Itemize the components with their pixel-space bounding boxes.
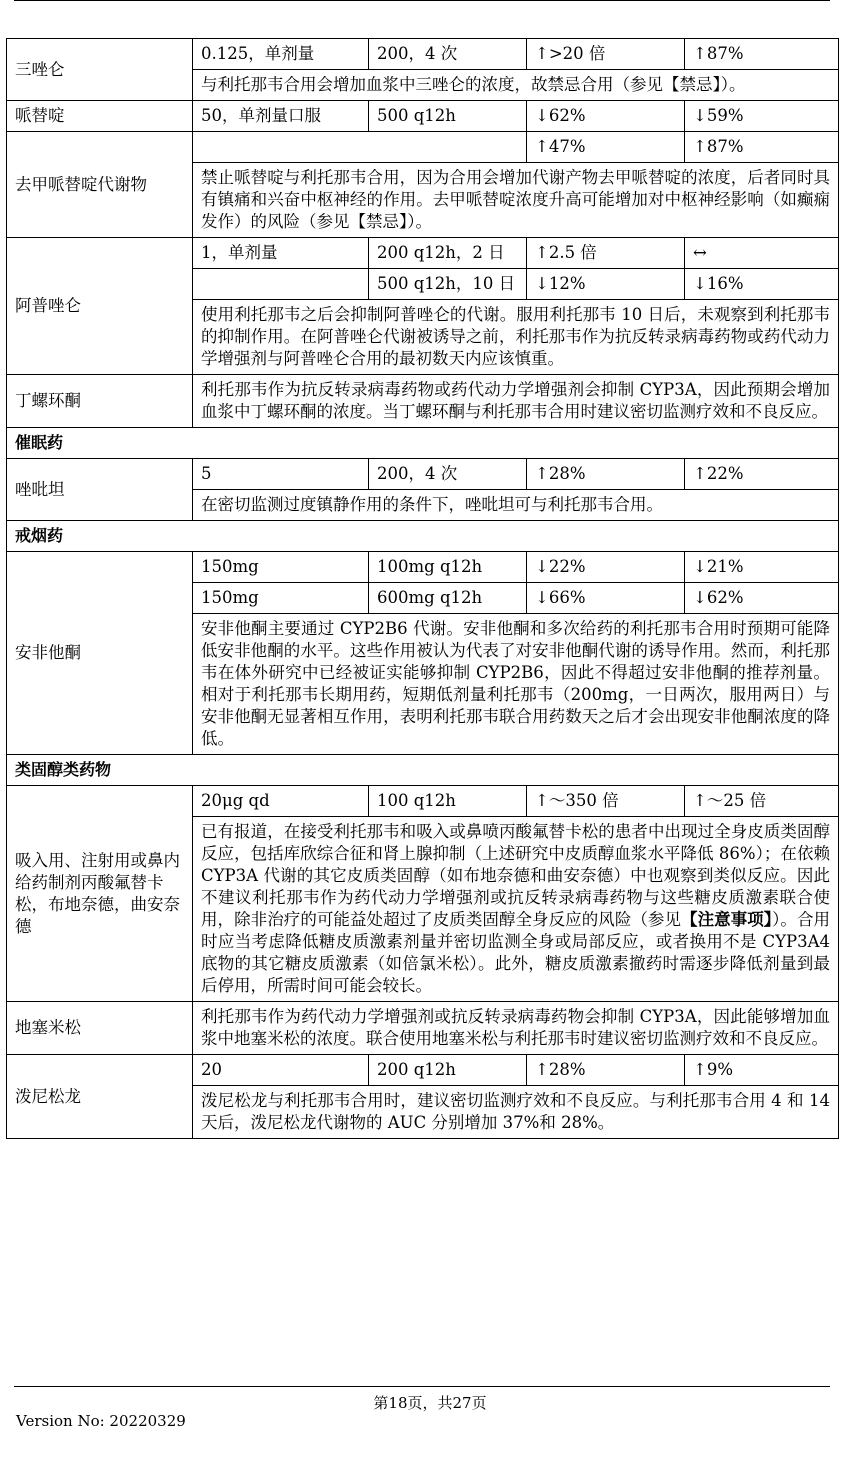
- ritonavir-dose: 100 q12h: [369, 786, 527, 817]
- drug-name: 吸入用、注射用或鼻内给药制剂丙酸氟替卡松，布地奈德，曲安奈德: [7, 786, 193, 1002]
- interaction-table: [6, 38, 839, 1139]
- note-text: ）。合用时应当考虑降低糖皮质激素剂量并密切监测全身或局部反应，或者换用不是 CYP3A4 底物的其它糖皮质激素（如倍氯米松）。此外，糖皮质激素撤药时需逐步降低剂量到最后停用，所需时间可能会较长。: [201, 910, 831, 995]
- auc-change: ↑～350 倍: [527, 786, 685, 817]
- drug-name: 丁螺环酮: [7, 375, 193, 428]
- drug-name: 哌替啶: [7, 101, 193, 132]
- footer-rule: [14, 1386, 830, 1387]
- cmax-change: ↑87%: [685, 132, 839, 163]
- header-rule: [14, 0, 830, 1]
- table-row: [7, 786, 839, 817]
- auc-change: ↑47%: [527, 132, 685, 163]
- auc-change: ↑>20 倍: [527, 39, 685, 70]
- cmax-change: ↑～25 倍: [685, 786, 839, 817]
- coadmin-dose: 1，单剂量: [193, 238, 369, 269]
- table-row: [7, 375, 839, 428]
- clinical-note: 禁止哌替啶与利托那韦合用，因为合用会增加代谢产物去甲哌替啶的浓度，后者同时具有镇痛和兴奋中枢神经的作用。去甲哌替啶浓度升高可能增加对中枢神经影响（如癫痫发作）的风险（参见【禁忌】）。: [193, 163, 839, 238]
- coadmin-dose: 150mg: [193, 552, 369, 583]
- clinical-note: 使用利托那韦之后会抑制阿普唑仑的代谢。服用利托那韦 10 日后，未观察到利托那韦的抑制作用。在阿普唑仑代谢被诱导之前，利托那韦作为抗反转录病毒药物或药代动力学增强剂与阿普唑仑合用的最初数天内应该慎重。: [193, 300, 839, 375]
- cmax-change: ↑22%: [685, 459, 839, 490]
- clinical-note: 利托那韦作为抗反转录病毒药物或药代动力学增强剂会抑制 CYP3A，因此预期会增加血浆中丁螺环酮的浓度。当丁螺环酮与利托那韦合用时建议密切监测疗效和不良反应。: [193, 375, 839, 428]
- cmax-change: ↓62%: [685, 583, 839, 614]
- clinical-note: 安非他酮主要通过 CYP2B6 代谢。安非他酮和多次给药的利托那韦合用时预期可能降低安非他酮的水平。这些作用被认为代表了对安非他酮代谢的诱导作用。然而，利托那韦在体外研究中已经被证实能够抑制 CYP2B6，因此不得超过安非他酮的推荐剂量。相对于利托那韦长期用药，短期低剂量利托那韦（200mg，一日两次，服用两日）与安非他酮无显著相互作用，表明利托那韦联合用药数天之后才会出现安非他酮浓度的降低。: [193, 614, 839, 755]
- ritonavir-dose: 500 q12h: [369, 101, 527, 132]
- category-row: [7, 428, 839, 459]
- auc-change: ↑28%: [527, 459, 685, 490]
- coadmin-dose: 50，单剂量口服: [193, 101, 369, 132]
- empty-cell: [193, 132, 527, 163]
- cmax-change: ↓16%: [685, 269, 839, 300]
- auc-change: ↓62%: [527, 101, 685, 132]
- category-heading: 戒烟药: [7, 521, 839, 552]
- ritonavir-dose: 200，4 次: [369, 39, 527, 70]
- category-heading: 催眠药: [7, 428, 839, 459]
- ritonavir-dose: 600mg q12h: [369, 583, 527, 614]
- category-row: [7, 755, 839, 786]
- category-row: [7, 521, 839, 552]
- table-row: [7, 39, 839, 70]
- table-row: [7, 238, 839, 269]
- table-row: [7, 1055, 839, 1086]
- drug-name: 阿普唑仑: [7, 238, 193, 375]
- coadmin-dose: 20μg qd: [193, 786, 369, 817]
- ritonavir-dose: 200 q12h，2 日: [369, 238, 527, 269]
- drug-name: 唑吡坦: [7, 459, 193, 521]
- table-row: [7, 132, 839, 163]
- ritonavir-dose: 100mg q12h: [369, 552, 527, 583]
- auc-change: ↓22%: [527, 552, 685, 583]
- cmax-change: ↓21%: [685, 552, 839, 583]
- drug-name: 泼尼松龙: [7, 1055, 193, 1139]
- auc-change: ↑28%: [527, 1055, 685, 1086]
- clinical-note: 与利托那韦合用会增加血浆中三唑仑的浓度，故禁忌合用（参见【禁忌】）。: [193, 70, 839, 101]
- ritonavir-dose: 200，4 次: [369, 459, 527, 490]
- page-number: 第18页，共27页: [373, 1394, 487, 1412]
- clinical-note: [193, 817, 839, 1002]
- drug-name: 安非他酮: [7, 552, 193, 755]
- table-row: [7, 459, 839, 490]
- drug-name: 三唑仑: [7, 39, 193, 101]
- table-row: [7, 552, 839, 583]
- category-heading: 类固醇类药物: [7, 755, 839, 786]
- drug-name: 去甲哌替啶代谢物: [7, 132, 193, 238]
- coadmin-dose: 20: [193, 1055, 369, 1086]
- coadmin-dose: 5: [193, 459, 369, 490]
- cmax-change: ↓59%: [685, 101, 839, 132]
- version-number: Version No: 20220329: [16, 1412, 186, 1430]
- cmax-change: ↔: [685, 238, 839, 269]
- auc-change: ↓66%: [527, 583, 685, 614]
- auc-change: ↑2.5 倍: [527, 238, 685, 269]
- drug-name: 地塞米松: [7, 1002, 193, 1055]
- section-reference: 【注意事项】: [681, 910, 773, 929]
- cmax-change: ↑87%: [685, 39, 839, 70]
- ritonavir-dose: 200 q12h: [369, 1055, 527, 1086]
- clinical-note: 泼尼松龙与利托那韦合用时，建议密切监测疗效和不良反应。与利托那韦合用 4 和 14 天后，泼尼松龙代谢物的 AUC 分别增加 37%和 28%。: [193, 1086, 839, 1139]
- ritonavir-dose: 500 q12h，10 日: [369, 269, 527, 300]
- table-row: [7, 1002, 839, 1055]
- empty-cell: [193, 269, 369, 300]
- coadmin-dose: 150mg: [193, 583, 369, 614]
- clinical-note: 利托那韦作为药代动力学增强剂或抗反转录病毒药物会抑制 CYP3A，因此能够增加血浆中地塞米松的浓度。联合使用地塞米松与利托那韦时建议密切监测疗效和不良反应。: [193, 1002, 839, 1055]
- clinical-note: 在密切监测过度镇静作用的条件下，唑吡坦可与利托那韦合用。: [193, 490, 839, 521]
- cmax-change: ↑9%: [685, 1055, 839, 1086]
- note-text: 已有报道，在接受利托那韦和吸入或鼻喷丙酸氟替卡松的患者中出现过全身皮质类固醇反应，包括库欣综合征和肾上腺抑制（上述研究中皮质醇血浆水平降低 86%）；在依赖 CYP3A 代谢的其它皮质类固醇（如布地奈德和曲安奈德）中也观察到类似反应。因此不建议利托那韦作为药代动力学增强剂或抗反转录病毒药物与这些糖皮质激素联合使用，除非治疗的可能益处超过了皮质类固醇全身反应的风险（参见: [201, 822, 830, 929]
- table-row: [7, 101, 839, 132]
- coadmin-dose: 0.125，单剂量: [193, 39, 369, 70]
- auc-change: ↓12%: [527, 269, 685, 300]
